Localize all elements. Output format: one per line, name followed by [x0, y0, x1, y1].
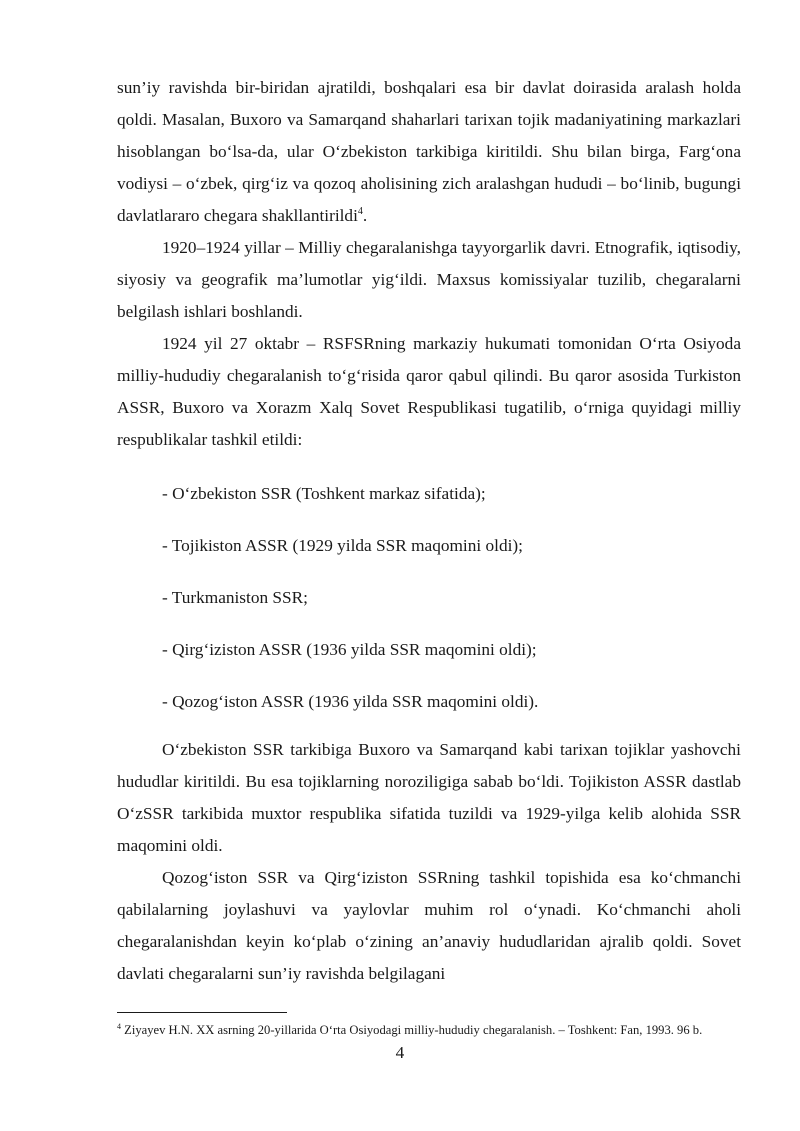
- footnote-reference[interactable]: 4: [357, 206, 363, 218]
- paragraph-5: Qozog‘iston SSR va Qirg‘iziston SSRning tashkil topishida esa ko‘chmanchi qabilalarning joylashuvi va yaylovlar muhim rol o‘ynadi. Ko‘chmanchi aholi chegaralanishdan keyin ko‘plab o‘zining an’anaviy hududlaridan ajralib qoldi. Sovet davlati chegaralarni sun’iy ravishda belgilagani: [117, 868, 741, 983]
- paragraph-2: 1920–1924 yillar – Milliy chegaralanishga tayyorgarlik davri. Etnografik, iqtisodiy, siyosiy va geografik ma’lumotlar yig‘ildi. Maxsus komissiyalar tuzilib, chegaralarni belgilash ishlari boshlandi.: [117, 238, 741, 321]
- paragraph-1: [117, 72, 741, 232]
- list-item: - Qirg‘iziston ASSR (1936 yilda SSR maqomini oldi);: [162, 640, 537, 659]
- republics-list: [117, 468, 741, 728]
- paragraph-4: O‘zbekiston SSR tarkibiga Buxoro va Samarqand kabi tarixan tojiklar yashovchi hududlar kiritildi. Bu esa tojiklarning noroziligiga sabab bo‘ldi. Tojikiston ASSR dastlab O‘zSSR tarkibida muxtor respublika sifatida tuzildi va 1929-yilga kelib alohida SSR maqomini oldi.: [117, 740, 741, 855]
- page-number: 4: [395, 1043, 405, 1062]
- body-text-top: [117, 72, 741, 456]
- footnote-marker: 4: [117, 1021, 121, 1031]
- paragraph-3: 1924 yil 27 oktabr – RSFSRning markaziy hukumati tomonidan O‘rta Osiyoda milliy-hududiy chegaralanish to‘g‘risida qaror qabul qilindi. Bu qaror asosida Turkiston ASSR, Buxoro va Xorazm Xalq Sovet Respublikasi tugatilib, o‘rniga quyidagi milliy respublikalar tashkil etildi:: [117, 334, 741, 449]
- list-item: - Tojikiston ASSR (1929 yilda SSR maqomini oldi);: [162, 536, 523, 555]
- list-item: - O‘zbekiston SSR (Toshkent markaz sifatida);: [162, 484, 486, 503]
- footnote: [117, 1022, 757, 1038]
- list-item: - Qozog‘iston ASSR (1936 yilda SSR maqomini oldi).: [162, 692, 539, 711]
- paragraph-1-text: sun’iy ravishda bir-biridan ajratildi, boshqalari esa bir davlat doirasida aralash holda qoldi. Masalan, Buxoro va Samarqand shaharlari tarixan tojik madaniyatining markazlari hisoblangan bo‘lsa-da, ular O‘zbekiston tarkibiga kiritildi. Shu bilan birga, Farg‘ona vodiysi – o‘zbek, qirg‘iz va qozoq aholisining zich aralashgan hududi – bo‘linib, bugungi davlatlararo chegara shakllantirildi: [117, 78, 741, 225]
- footnote-separator: [117, 1012, 287, 1013]
- body-text-bottom: [117, 734, 741, 990]
- footnote-text: Ziyayev H.N. XX asrning 20-yillarida O‘rta Osiyodagi milliy-hududiy chegaralanish. – Toshkent: Fan, 1993. 96 b.: [121, 1023, 703, 1037]
- paragraph-1-end: .: [362, 206, 368, 225]
- list-item: - Turkmaniston SSR;: [162, 588, 308, 607]
